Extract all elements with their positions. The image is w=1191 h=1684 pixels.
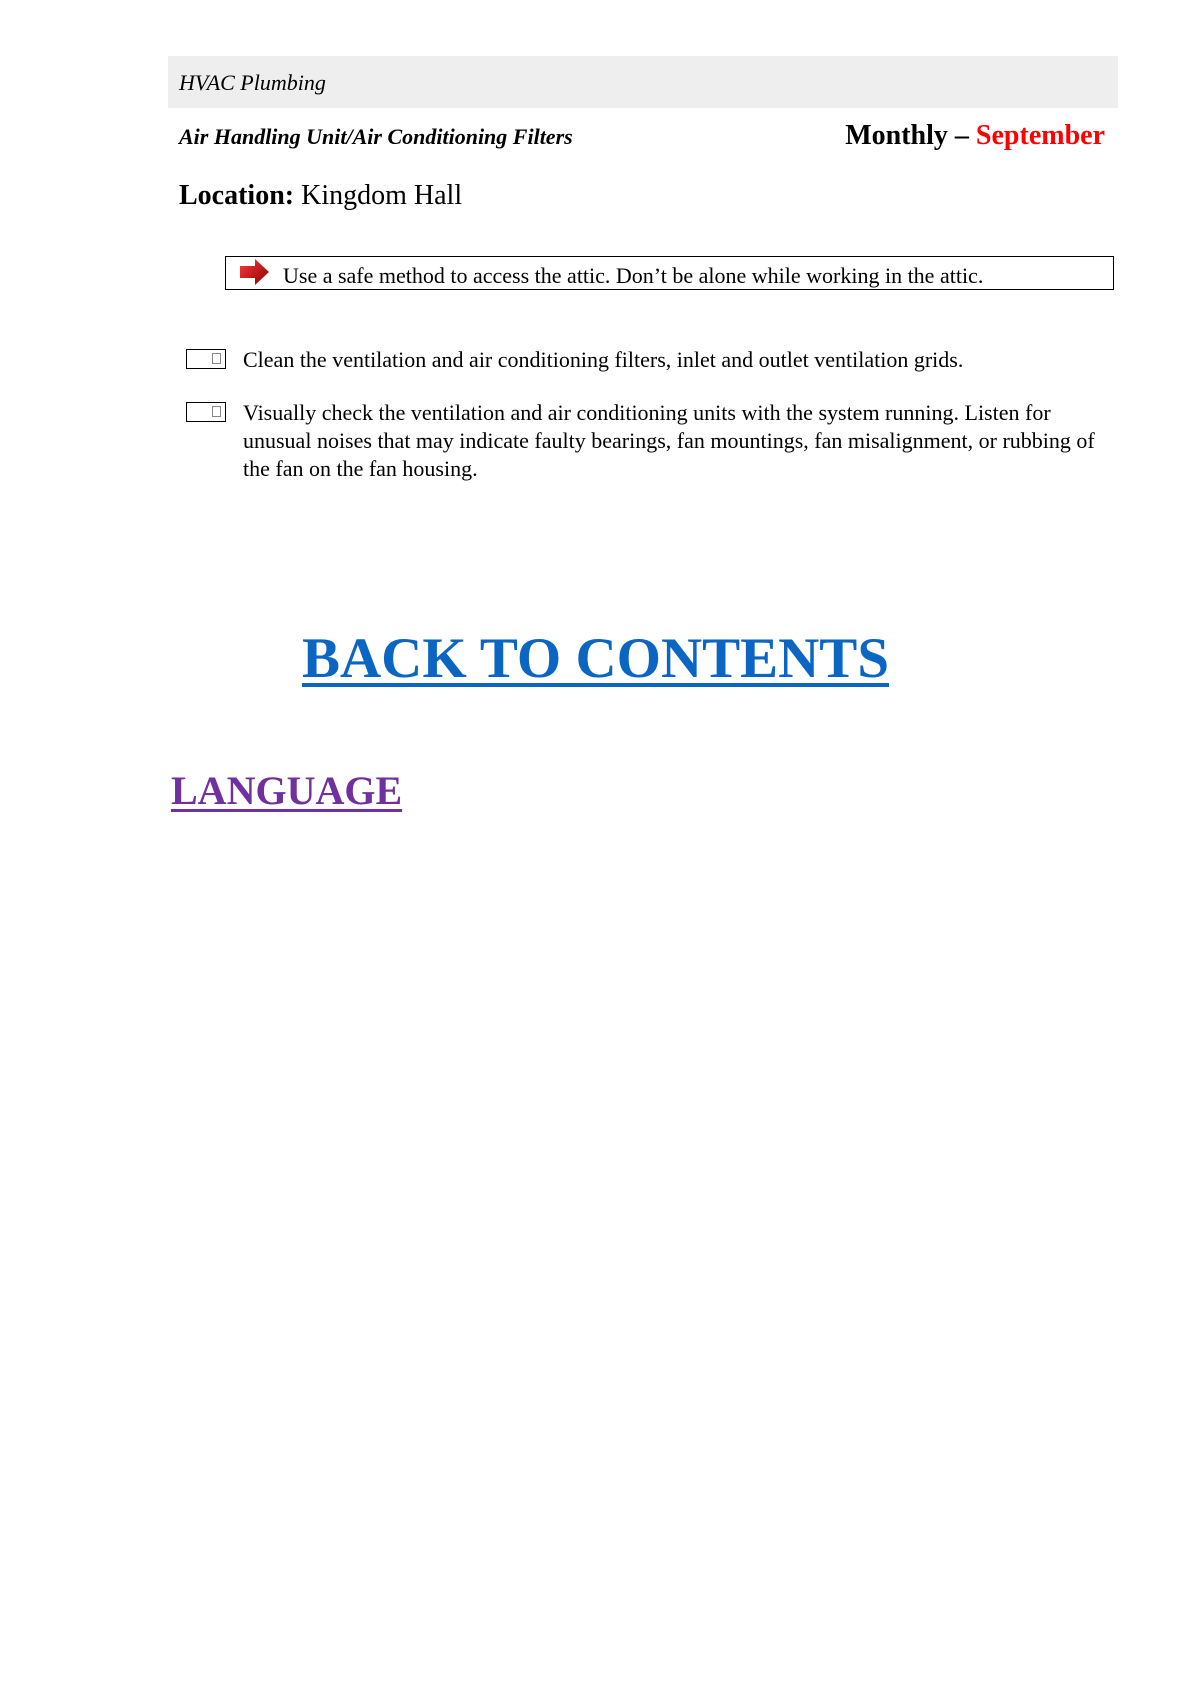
warning-text: Use a safe method to access the attic. Don’t be alone while working in the attic. [283, 263, 984, 288]
task-text: Visually check the ventilation and air conditioning units with the system running. Listen for unusual noises that may indicate faulty bearings, fan mountings, fan misalignment, or rubbing of the fan on the fan housing. [243, 400, 1095, 481]
location-label: Location: [179, 180, 295, 211]
subject-title: Air Handling Unit/Air Conditioning Filters [179, 124, 573, 149]
safety-warning-box [225, 256, 1114, 290]
task-checkbox[interactable] [186, 349, 226, 369]
task-text: Clean the ventilation and air conditioning filters, inlet and outlet ventilation grids. [243, 347, 964, 372]
location-line [179, 180, 462, 212]
category-label: HVAC Plumbing [179, 70, 326, 95]
task-checkbox[interactable] [186, 402, 226, 422]
frequency-text: Monthly [845, 120, 948, 151]
frequency-month: September [975, 120, 1105, 151]
back-to-contents-link[interactable]: BACK TO CONTENTS [301, 627, 890, 690]
location-value: Kingdom Hall [301, 180, 463, 211]
header-band [168, 56, 1118, 108]
frequency-separator: – [947, 120, 976, 151]
red-arrow-icon [240, 259, 270, 285]
frequency-label [845, 120, 1105, 152]
language-link[interactable]: LANGUAGE [171, 768, 403, 813]
